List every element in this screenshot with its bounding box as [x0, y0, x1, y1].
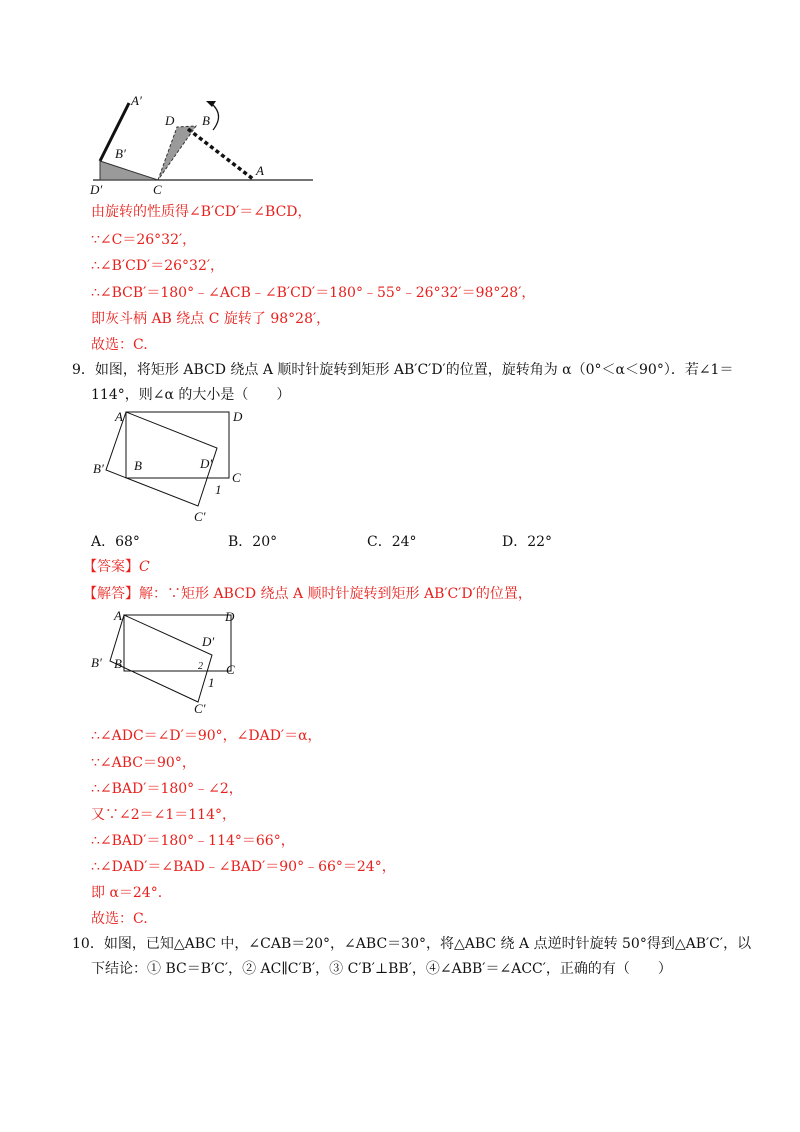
- solution8-line-2: ∵∠C＝26°32′，: [91, 232, 197, 248]
- answer-row: [83, 557, 150, 577]
- option-d: D．22°: [502, 534, 553, 550]
- option-a: A．68°: [91, 534, 140, 550]
- q9-label-b: B: [134, 458, 142, 473]
- dotted-segment-ab: [188, 129, 253, 179]
- solution8-line-4: ∴∠BCB′＝180°﹣∠ACB﹣∠B′CD′＝180°﹣55°﹣26°32′＝98°28′，: [91, 285, 536, 301]
- figure-rotation-bucket: [85, 95, 320, 200]
- solution9-line-1: ∴∠ADC＝∠D′＝90°，∠DAD′＝α，: [91, 728, 322, 744]
- answer-label: 【答案】: [83, 559, 139, 575]
- option-c: C．24°: [367, 534, 417, 550]
- question10-line-1: 10．如图，已知△ABC 中，∠CAB＝20°，∠ABC＝30°，将△ABC 绕 A 点逆时针旋转 50°得到△AB′C′，以: [72, 936, 752, 952]
- sol-label-d: D: [225, 609, 235, 624]
- gray-triangle-d: [158, 126, 196, 180]
- solution-label: 【解答】: [83, 586, 139, 602]
- q9-label-c-prime: C′: [194, 509, 206, 524]
- answer-value: C: [139, 559, 150, 575]
- figure-solution9: [90, 605, 240, 715]
- solution8-line-6: 故选：C.: [91, 337, 148, 353]
- solution8-line-3: ∴∠B′CD′＝26°32′，: [91, 258, 225, 274]
- sol-label-2: 2: [198, 661, 203, 672]
- q9-label-a: A: [115, 409, 123, 424]
- q9-label-d: D: [233, 409, 243, 424]
- question10-line-2: 下结论：① BC＝B′C′，② AC∥C′B′，③ C′B′⊥BB′，④∠ABB′＝∠ACC′，正确的有（ ）: [91, 961, 672, 977]
- q9-label-1: 1: [215, 482, 222, 497]
- sol-label-b: B: [114, 656, 122, 671]
- label-b: B: [202, 113, 210, 128]
- gray-triangle-d-prime: [100, 161, 158, 180]
- label-c: C: [153, 182, 162, 197]
- sol-label-b-prime: B′: [91, 655, 102, 670]
- sol-label-d-prime: D′: [202, 634, 215, 649]
- solution9-line-3: ∴∠BAD′＝180°﹣∠2，: [91, 781, 243, 797]
- q9-label-c: C: [232, 470, 241, 485]
- rotation-arrow: [211, 103, 219, 130]
- question9-line-1: 9．如图，将矩形 ABCD 绕点 A 顺时针旋转到矩形 AB′C′D′的位置，旋转角为 α（0°＜α＜90°）．若∠1＝: [72, 362, 734, 378]
- solution9-line-2: ∵∠ABC＝90°，: [91, 755, 196, 771]
- option-b: B．20°: [228, 534, 278, 550]
- solution9-line-8: 故选：C.: [91, 911, 148, 927]
- solution9-line-4: 又∵∠2＝∠1＝114°，: [91, 807, 236, 823]
- q9-label-b-prime: B′: [93, 461, 104, 476]
- label-b-prime: B′: [115, 146, 126, 161]
- solution-intro-row: [83, 584, 532, 604]
- figure-question9: [90, 408, 270, 528]
- q9-label-d-prime: D′: [200, 456, 213, 471]
- solution8-line-5: 即灰斗柄 AB 绕点 C 旋转了 98°28′，: [91, 311, 331, 327]
- sol-label-1: 1: [208, 675, 215, 690]
- label-a-prime: A′: [131, 95, 142, 108]
- solution9-line-5: ∴∠BAD′＝180°﹣114°＝66°，: [91, 833, 295, 849]
- label-a: A: [256, 163, 264, 178]
- sol-label-a: A: [114, 608, 122, 623]
- solution9-line-6: ∴∠DAD′＝∠BAD﹣∠BAD′＝90°﹣66°＝24°，: [91, 859, 396, 875]
- label-d-prime: D′: [90, 182, 103, 197]
- solution8-line-1: 由旋转的性质得∠B′CD′＝∠BCD，: [91, 204, 312, 220]
- label-d: D: [165, 113, 175, 128]
- sol-label-c: C: [226, 662, 235, 677]
- figure-frame: [90, 605, 240, 715]
- solution9-line-7: 即 α＝24°.: [91, 885, 163, 901]
- sol-label-c-prime: C′: [194, 701, 206, 715]
- solution-intro: 解：∵矩形 ABCD 绕点 A 顺时针旋转到矩形 AB′C′D′的位置，: [139, 586, 532, 602]
- question9-line-2: 114°，则∠α 的大小是（ ）: [91, 387, 291, 403]
